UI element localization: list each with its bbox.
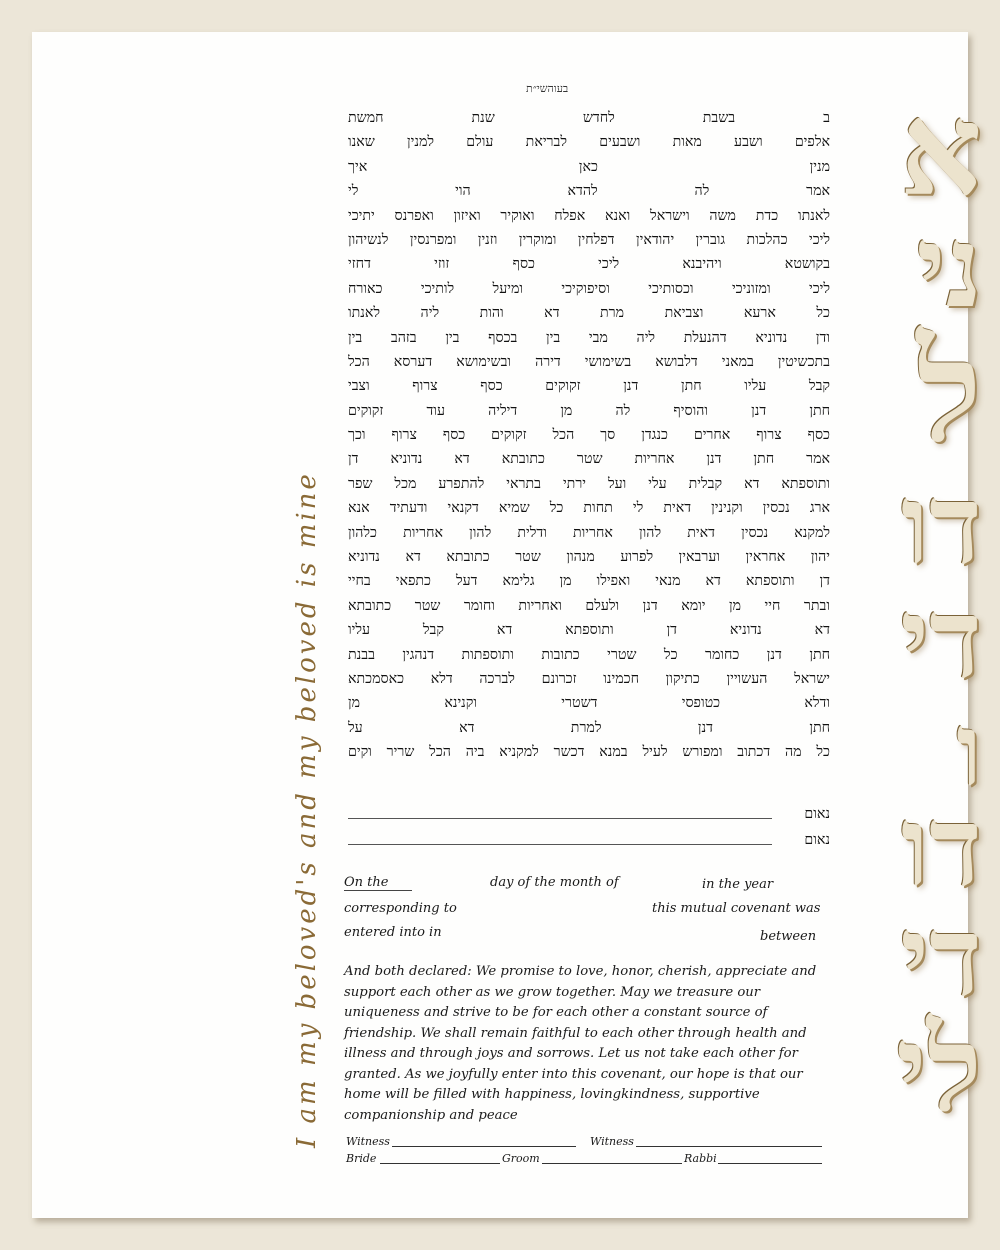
text-line: דא נדוניא דן ותוספתא דא קבל עליו [348,622,830,639]
text-line: כל ארעא וצביאת מרת דא והות ליה לאנתו [348,305,830,322]
ketubah-aramaic-text [348,106,830,765]
text-line: אלפים ושבע מאות ושבעים לבריאת עולם למנין שאנו [348,134,830,151]
between-label: between [760,929,817,944]
groom-line[interactable] [542,1163,682,1164]
corresponding-to-label: corresponding to [344,901,457,916]
text-line: כסף צרוף אחרים כנגדן סך הכל זקוקים כסף צרוף וכך [348,427,830,444]
signature-line [348,832,830,854]
signature-label: נאום [804,806,830,822]
verse-letter: די [900,892,982,1021]
couple-signature-row [346,1152,824,1170]
text-line: חתן דנן כחומר כל שטרי כתובות ותוספתות דנהגין בבנת [348,646,830,663]
rabbi-label: Rabbi [684,1152,717,1165]
verse-letter: א [899,75,982,225]
text-line: אמר לה להדא הוי לי [348,183,830,200]
verse-letter: ני [916,202,982,333]
text-line: ב בשבת לחדש שנת חמשת [348,110,830,126]
verse-letter: דו [900,460,982,589]
verse-letter: ו [956,691,982,809]
text-line: בקושטא ויהיבנא ליכי כסף זוזי דחזי [348,256,830,273]
text-line: קבל עליו חתן דנן זקוקים כסף צרוף וצבי [348,378,830,395]
text-line: מנין כאן איך [348,158,830,175]
signature-rule[interactable] [348,818,772,819]
verse-letter: די [900,574,982,703]
text-line: חתן דנן והוסיף לה מן דיליה עוד זקוקים [348,402,830,419]
text-line: למקנא נכסין דאית להון אחריות ודלית להון אחריות כלהון [348,524,830,541]
text-line: יהון אחראין וערבאין לפרוע מנהון שטר כתובתא דא נדוניא [348,549,830,566]
bride-label: Bride [346,1152,377,1165]
text-line: אמר חתן דנן אחריות שטר כתובתא דא נדוניא דן [348,451,830,468]
text-line: ותוספתא דא קבלית עלי ועל ירתי בתראי להתפרע מכל שפר [348,475,830,492]
english-promise-text: And both declared: We promise to love, honor, cherish, appreciate and support each other as we grow together. May we treasure our uniqueness and strive to be for each other a constant source of friendship. We shall remain faithful to each other through health and illness and through joys and sorrows. Let us not take each other for granted. As we joyfully enter into this covenant, our hope is that our home will be filled with happiness, lovingkindness, supportive companionship and peace [344,964,817,1123]
text-line: ארג נכסין וקנינין דאית לי תחות כל שמיא דקנאי ודעתיד אנא [348,500,830,517]
verse-letter: ל [916,310,982,474]
entered-into-label: entered into in [344,925,442,940]
text-line: דן ותוספתא דא מנאי ואפילו מן גלימא דעל כתפאי בחיי [348,573,830,590]
rabbi-line[interactable] [718,1163,822,1164]
text-line: כל מה דכתוב ומפורש לעיל במנא דכשר למקניא ביה הכל שריר וקים [348,744,830,761]
day-of-month-label: day of the month of [490,875,619,890]
text-line: בתכשיטין במאני דלבושא בשימושי דירה ובשימושא דערסא הכל [348,353,830,370]
text-line: חתן דנן למרת דא על [348,719,830,736]
signature-rule[interactable] [348,844,772,845]
witness-1-line[interactable] [392,1146,576,1147]
witness-2-line[interactable] [636,1146,822,1147]
text-line: ודן נדוניא דהנעלת ליה מבי בין בכסף בין בזהב בין [348,329,830,346]
on-the-label: On the [344,875,412,891]
text-line: ובתר חיי מן יומא דנן ולעלם ואחריות וחומר שטר כתובתא [348,597,830,614]
mutual-covenant-label: this mutual covenant was [652,901,821,916]
text-line: ישראל העשויין כתיקון חכמינו זכרונם לברכה דלא כאסמכתא [348,670,830,687]
text-line: ליכי ומזוניכי וכסותיכי וסיפוקיכי ומיעל לותיכי כאורח [348,280,830,297]
signature-line [348,806,830,828]
text-line: ליכי כהלכות גוברין יהודאין דפלחין ומוקרין וזנין ומפרנסין לנשיהון [348,231,830,248]
signature-label: נאום [804,832,830,848]
text-line: לאנתו כדת משה וישראל ואנא אפלח ואוקיר ואיזון ואפרנס יתיכי [348,207,830,224]
witness-1-label: Witness [346,1135,390,1148]
verse-letter: דו [900,782,982,911]
text-line: ודלא כטופסי דשטרי וקנינא מן [348,695,830,712]
witness-2-label: Witness [590,1135,634,1148]
in-the-year-label: in the year [702,877,774,892]
witness-signature-row [346,1135,824,1153]
groom-label: Groom [502,1152,540,1165]
ketubah-header: בעוהשי״ת [526,82,569,95]
bride-line[interactable] [380,1163,500,1164]
english-verse: I am my beloved's and my beloved is mine [292,471,322,1148]
verse-letter: לי [895,999,982,1138]
